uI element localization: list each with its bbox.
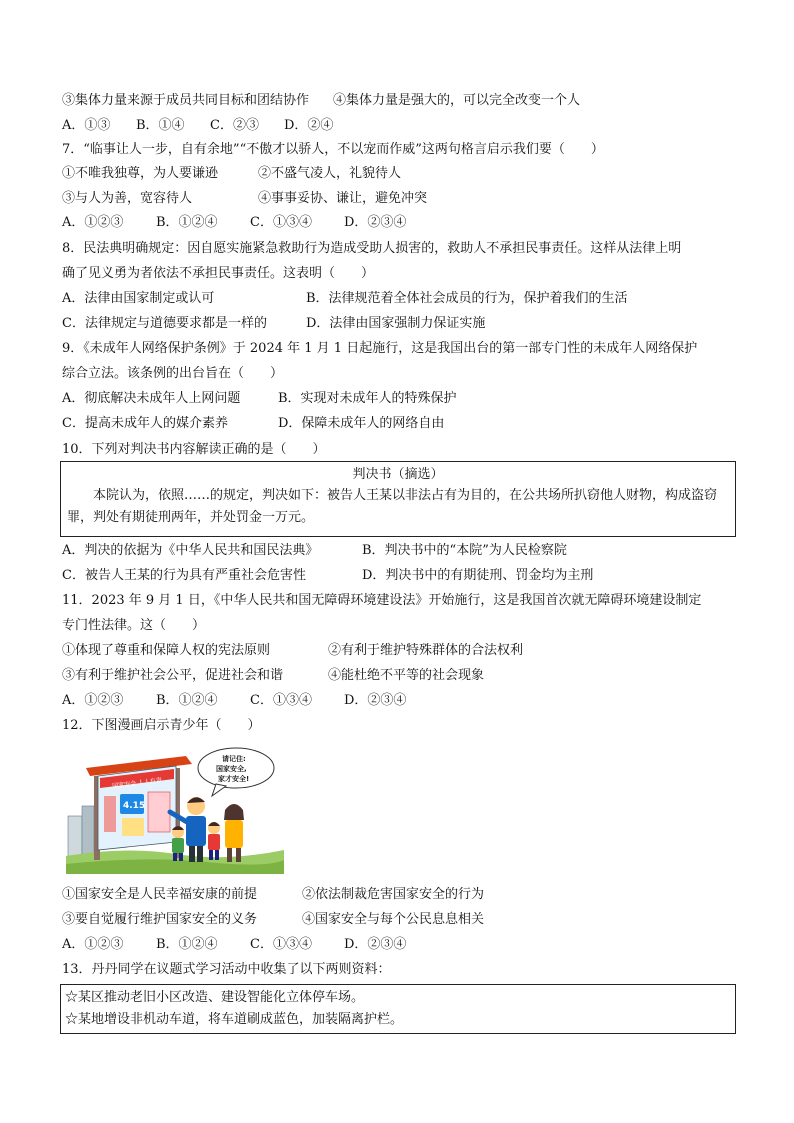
q10-stem: 10．下列对判决书内容解读正确的是（ ） [62,442,326,457]
q10-options-row2 [62,567,593,585]
q7-options [62,214,406,232]
q11-option-d[interactable]: D．②③④ [344,693,407,708]
comic-badge: 4.15 [123,801,146,811]
q11-statements-2 [62,667,484,685]
q8-option-b[interactable]: B．法律规范着全体社会成员的行为，保护着我们的生活 [306,291,628,306]
q7-option-a[interactable]: A．①②③ [62,215,124,230]
judgment-text: 本院认为，依照……的规定，判决如下：被告人王某以非法占有为目的，在公共场所扒窃他人财物，构成盗窃罪，判处有期徒刑两年，并处罚金一万元。 [67,488,718,525]
q11-stem-line2: 专门性法律。这（ ） [62,618,206,633]
q7-s2: ②不盛气凌人，礼貌待人 [258,166,402,181]
q8-stem-line1: 8．民法典明确规定：因自愿实施紧急救助行为造成受助人损害的，救助人不承担民事责任。这样从法律上明 [62,241,682,256]
q11-s2: ②有利于维护特殊群体的合法权利 [328,643,524,658]
q6-option-b[interactable]: B．①④ [136,118,185,133]
q9-option-a[interactable]: A．彻底解决未成年人上网问题 [62,391,241,406]
q7-option-b[interactable]: B．①②④ [156,215,218,230]
q8-options-row1 [62,290,628,308]
q12-statements-2 [62,911,484,929]
q11-stem-line1: 11．2023 年 9 月 1 日，《中华人民共和国无障碍环境建设法》开始施行，这是我国首次就无障碍环境建设制定 [62,593,702,608]
q9-stem-line1: 9．《未成年人网络保护条例》于 2024 年 1 月 1 日起施行，这是我国出台的第一部专门性的未成年人网络保护 [62,341,698,356]
q7-statements-1 [62,165,401,183]
q6-option-a[interactable]: A．①③ [62,118,111,133]
q12-stem: 12．下图漫画启示青少年（ ） [62,718,261,733]
board-title: 国家安全 人人有责 [111,776,163,790]
bubble-line-1: 请记住: [222,755,246,763]
q12-s2: ②依法制裁危害国家安全的行为 [302,887,485,902]
q8-stem-line2: 确了见义勇为者依法不承担民事责任。这表明（ ） [62,266,375,281]
q6-options [62,117,333,135]
q7-s3: ③与人为善，宽容待人 [62,191,193,206]
q12-option-b[interactable]: B．①②④ [156,937,218,952]
q7-s4: ④事事妥协、谦让，避免冲突 [258,191,428,206]
q9-option-b[interactable]: B．实现对未成年人的特殊保护 [278,391,457,406]
bubble-line-3: 家才安全! [218,775,250,783]
q10-option-d[interactable]: D．判决书中的有期徒刑、罚金均为主刑 [362,568,594,583]
q8-option-c[interactable]: C．法律规定与道德要求都是一样的 [62,316,267,331]
q7-stem: 7．“临事让人一步，自有余地”“不傲才以骄人，不以宠而作威”这两句格言启示我们要（ ） [62,142,604,157]
q13-material-2: ☆某地增设非机动车道，将车道刷成蓝色，加装隔离护栏。 [65,1012,404,1027]
q9-stem-line2: 综合立法。该条例的出台旨在（ ） [62,366,284,381]
q6-statements [62,92,580,110]
q11-s3: ③有利于维护社会公平，促进社会和谐 [62,668,284,683]
q11-s4: ④能杜绝不平等的社会现象 [328,668,485,683]
q9-options-row1 [62,390,457,408]
q10-option-b[interactable]: B．判决书中的“本院”为人民检察院 [362,543,567,558]
q11-s1: ①体现了尊重和保障人权的宪法原则 [62,643,271,658]
q6-option-d[interactable]: D．②④ [284,118,334,133]
q12-options [62,936,406,954]
q7-statements-2 [62,190,427,208]
q12-statements-1 [62,886,484,904]
q10-options-row1 [62,542,567,560]
q11-options [62,692,406,710]
q7-option-d[interactable]: D．②③④ [344,215,407,230]
q13-stem: 13．丹丹同学在议题式学习活动中收集了以下两则资料： [62,962,391,977]
bubble-line-2: 国家安全, [216,765,247,773]
q9-option-d[interactable]: D．保障未成年人的网络自由 [278,416,445,431]
q10-option-c[interactable]: C．被告人王某的行为具有严重社会危害性 [62,568,306,583]
q13-material-1: ☆某区推动老旧小区改造、建设智能化立体停车场。 [65,990,365,1005]
q8-option-d[interactable]: D．法律由国家强制力保证实施 [306,316,486,331]
q11-option-b[interactable]: B．①②④ [156,693,218,708]
national-security-comic [66,746,284,874]
q7-option-c[interactable]: C．①③④ [250,215,312,230]
judgment-excerpt-box [60,461,736,537]
q7-s1: ①不唯我独尊，为人要谦逊 [62,166,219,181]
q12-s3: ③要自觉履行维护国家安全的义务 [62,912,258,927]
q9-options-row2 [62,415,444,433]
q9-option-c[interactable]: C．提高未成年人的媒介素养 [62,416,228,431]
q11-statements-1 [62,642,523,660]
q11-option-a[interactable]: A．①②③ [62,693,124,708]
judgment-title: 判决书（摘选） [352,467,444,482]
q12-option-d[interactable]: D．②③④ [344,937,407,952]
q6-s4: ④集体力量是强大的，可以完全改变一个人 [333,93,581,108]
q12-option-a[interactable]: A．①②③ [62,937,124,952]
q8-option-a[interactable]: A．法律由国家制定或认可 [62,291,215,306]
q13-materials-box [60,984,736,1034]
q6-s3: ③集体力量来源于成员共同目标和团结协作 [62,93,310,108]
q12-s1: ①国家安全是人民幸福安康的前提 [62,887,258,902]
q8-options-row2 [62,315,485,333]
q11-option-c[interactable]: C．①③④ [250,693,312,708]
q12-s4: ④国家安全与每个公民息息相关 [302,912,485,927]
q10-option-a[interactable]: A．判决的依据为《中华人民共和国民法典》 [62,543,319,558]
q6-option-c[interactable]: C．②③ [210,118,259,133]
q12-option-c[interactable]: C．①③④ [250,937,312,952]
